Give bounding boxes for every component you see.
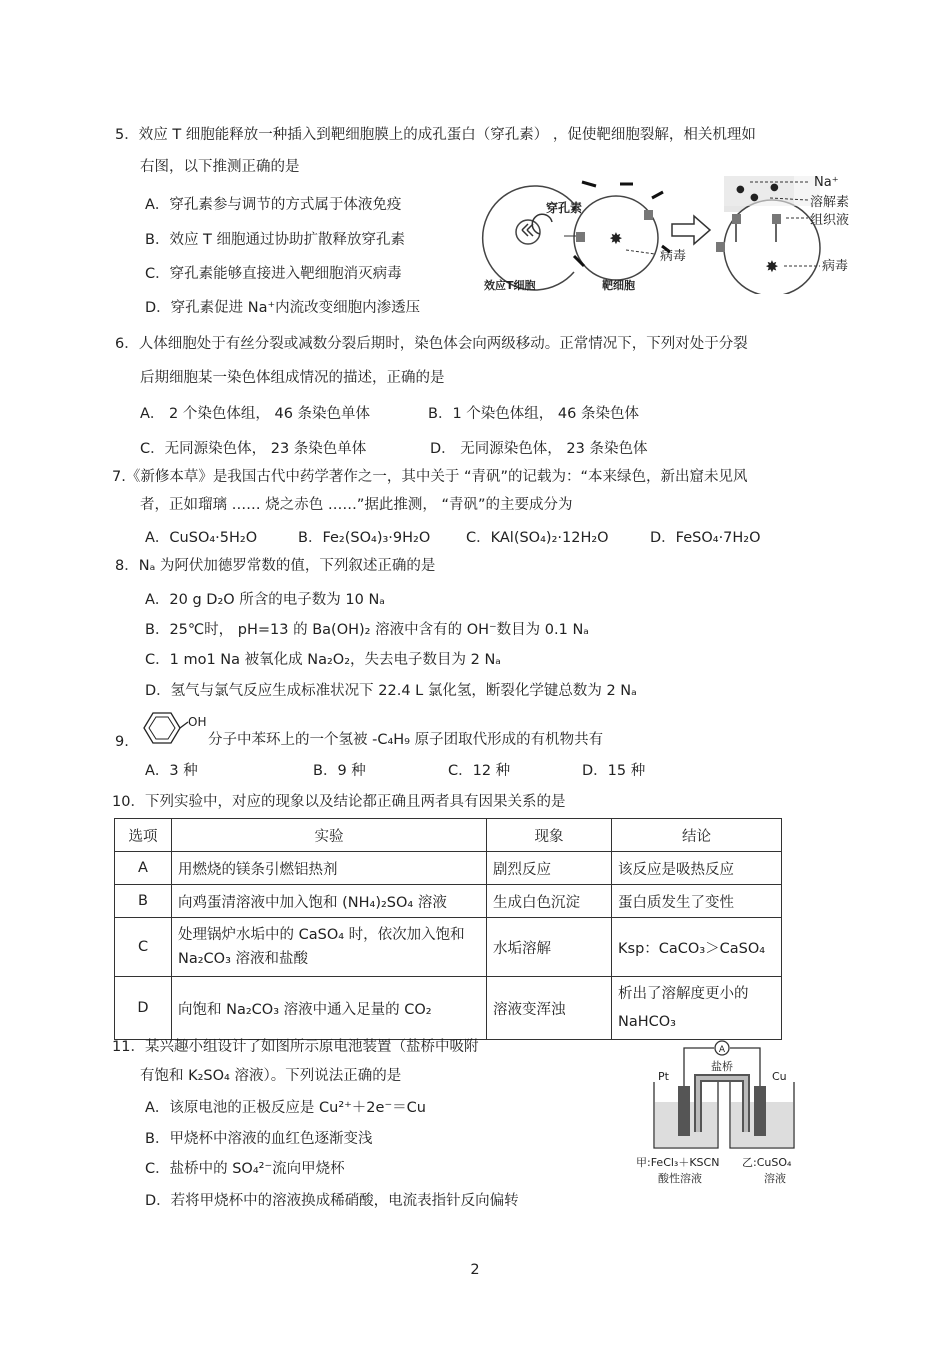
salt-bridge-label: 盐桥 <box>711 1060 733 1073</box>
table-cell: 该反应是吸热反应 <box>612 852 782 885</box>
q8-option-c: C．1 mo1 Na 被氧化成 Na₂O₂，失去电子数目为 2 Nₐ <box>145 652 501 668</box>
q7-option-b: B．Fe₂(SO₄)₃·9H₂O <box>298 530 431 546</box>
table-header: 实验 <box>172 819 487 852</box>
q8-option-a: A．20 g D₂O 所含的电子数为 10 Nₐ <box>145 592 385 608</box>
q6-stem-line2: 后期细胞某一染色体组成情况的描述，正确的是 <box>140 370 445 386</box>
q7-option-d: D．FeSO₄·7H₂O <box>650 530 761 546</box>
q9-phenol-structure <box>136 708 212 748</box>
table-cell: 蛋白质发生了变性 <box>612 885 782 918</box>
table-cell: Ksp：CaCO₃＞CaSO₄ <box>612 918 782 977</box>
ammeter-label: A <box>718 1045 726 1055</box>
q6-option-d: D． 无同源染色体， 23 条染色体 <box>430 441 648 457</box>
q11-galvanic-cell-diagram <box>622 1040 822 1190</box>
left-solution-label: 甲:FeCl₃＋KSCN <box>636 1156 720 1169</box>
q11-option-d: D．若将甲烧杯中的溶液换成稀硝酸，电流表指针反向偏转 <box>145 1193 519 1209</box>
q9-option-b: B．9 种 <box>313 763 366 779</box>
right-solution-label: 乙:CuSO₄ <box>742 1156 792 1169</box>
q5-stem-line2: 右图，以下推测正确的是 <box>140 159 300 175</box>
table-cell: 用燃烧的镁条引燃铝热剂 <box>172 852 487 885</box>
q5-option-c: C．穿孔素能够直接进入靶细胞消灭病毒 <box>145 266 402 282</box>
table-cell: C <box>115 918 172 977</box>
table-row <box>115 885 782 918</box>
q5-option-d: D．穿孔素促进 Na⁺内流改变细胞内渗透压 <box>145 300 421 316</box>
right-solution-label2: 溶液 <box>764 1172 786 1185</box>
table-cell: 剧烈反应 <box>487 852 612 885</box>
table-cell: D <box>115 977 172 1040</box>
q10-table <box>114 818 782 1040</box>
q5-label-lysozyme: 溶解素 <box>810 195 850 210</box>
q8-option-b: B．25℃时， pH=13 的 Ba(OH)₂ 溶液中含有的 OH⁻数目为 0.1 Nₐ <box>145 622 589 638</box>
table-cell: B <box>115 885 172 918</box>
q5-stem-line1: 5．效应 T 细胞能释放一种插入到靶细胞膜上的成孔蛋白（穿孔素） ，促使靶细胞裂解，相关机理如 <box>115 127 756 143</box>
pt-electrode-label: Pt <box>658 1070 669 1083</box>
table-row <box>115 918 782 977</box>
table-header: 现象 <box>487 819 612 852</box>
q9-stem: 分子中苯环上的一个氢被 -C₄H₉ 原子团取代形成的有机物共有 <box>208 732 604 748</box>
table-cell: 处理锅炉水垢中的 CaSO₄ 时，依次加入饱和 Na₂CO₃ 溶液和盐酸 <box>172 918 487 977</box>
q7-option-c: C．KAl(SO₄)₂·12H₂O <box>466 530 609 546</box>
q5-label-na: Na⁺ <box>814 175 839 190</box>
q5-label-perforin: 穿孔素 <box>546 201 583 215</box>
table-cell: 向饱和 Na₂CO₃ 溶液中通入足量的 CO₂ <box>172 977 487 1040</box>
q7-stem-line2: 者，正如瑠璃 …… 烧之赤色 ……”据此推测， “青矾”的主要成分为 <box>140 497 573 513</box>
q7-option-a: A．CuSO₄·5H₂O <box>145 530 258 546</box>
q5-label-virus2: 病毒 <box>822 259 849 274</box>
q9-option-d: D．15 种 <box>582 763 646 779</box>
q11-stem-line2: 有饱和 K₂SO₄ 溶液）。下列说法正确的是 <box>140 1068 402 1084</box>
q6-option-b: B．1 个染色体组， 46 条染色体 <box>428 406 639 422</box>
cu-electrode-label: Cu <box>772 1070 787 1083</box>
table-cell: A <box>115 852 172 885</box>
q9-option-c: C．12 种 <box>448 763 511 779</box>
left-solution-label2: 酸性溶液 <box>658 1172 702 1185</box>
svg-text:✸: ✸ <box>609 229 623 248</box>
svg-text:●: ● <box>736 184 745 195</box>
page-number: 2 <box>470 1262 480 1278</box>
q5-label-tcell: 效应T细胞 <box>484 279 536 292</box>
q11-stem-line1: 11．某兴趣小组设计了如图所示原电池装置（盐桥中吸附 <box>112 1039 479 1055</box>
q11-option-b: B．甲烧杯中溶液的血红色逐渐变浅 <box>145 1131 373 1147</box>
q11-option-c: C．盐桥中的 SO₄²⁻流向甲烧杯 <box>145 1161 345 1177</box>
table-header-row <box>115 819 782 852</box>
svg-text:✸: ✸ <box>765 257 779 276</box>
table-header: 选项 <box>115 819 172 852</box>
table-cell: 向鸡蛋清溶液中加入饱和 (NH₄)₂SO₄ 溶液 <box>172 885 487 918</box>
q10-stem: 10．下列实验中，对应的现象以及结论都正确且两者具有因果关系的是 <box>112 794 566 810</box>
q9-number: 9. <box>115 734 129 750</box>
svg-text:●: ● <box>750 192 759 203</box>
table-header: 结论 <box>612 819 782 852</box>
q5-perforin-diagram <box>470 172 865 294</box>
table-cell: 水垢溶解 <box>487 918 612 977</box>
q5-option-a: A．穿孔素参与调节的方式属于体液免疫 <box>145 197 402 213</box>
table-row <box>115 977 782 1040</box>
q6-option-a: A． 2 个染色体组， 46 条染色单体 <box>140 406 371 422</box>
q9-oh-label: OH <box>188 715 207 729</box>
table-cell: 溶液变浑浊 <box>487 977 612 1040</box>
svg-text:●: ● <box>770 182 779 193</box>
table-cell: 生成白色沉淀 <box>487 885 612 918</box>
q5-label-target: 靶细胞 <box>602 279 635 292</box>
q6-stem-line1: 6．人体细胞处于有丝分裂或减数分裂后期时，染色体会向两级移动。正常情况下，下列对处于分裂 <box>115 336 748 352</box>
q11-option-a: A．该原电池的正极反应是 Cu²⁺＋2e⁻＝Cu <box>145 1100 426 1116</box>
q5-label-virus: 病毒 <box>660 249 687 264</box>
q9-option-a: A．3 种 <box>145 763 198 779</box>
table-row <box>115 852 782 885</box>
q5-label-tissue: 组织液 <box>810 213 850 228</box>
table-cell: 析出了溶解度更小的 NaHCO₃ <box>612 977 782 1040</box>
q6-option-c: C．无同源染色体， 23 条染色单体 <box>140 441 367 457</box>
q5-option-b: B．效应 T 细胞通过协助扩散释放穿孔素 <box>145 232 406 248</box>
q8-stem: 8．Nₐ 为阿伏加德罗常数的值，下列叙述正确的是 <box>115 558 436 574</box>
q8-option-d: D．氢气与氯气反应生成标准状况下 22.4 L 氯化氢，断裂化学键总数为 2 Nₐ <box>145 683 637 699</box>
q7-stem-line1: 7.《新修本草》是我国古代中药学著作之一，其中关于 “青矾”的记载为：“本来绿色，新出窟未见风 <box>112 469 748 485</box>
